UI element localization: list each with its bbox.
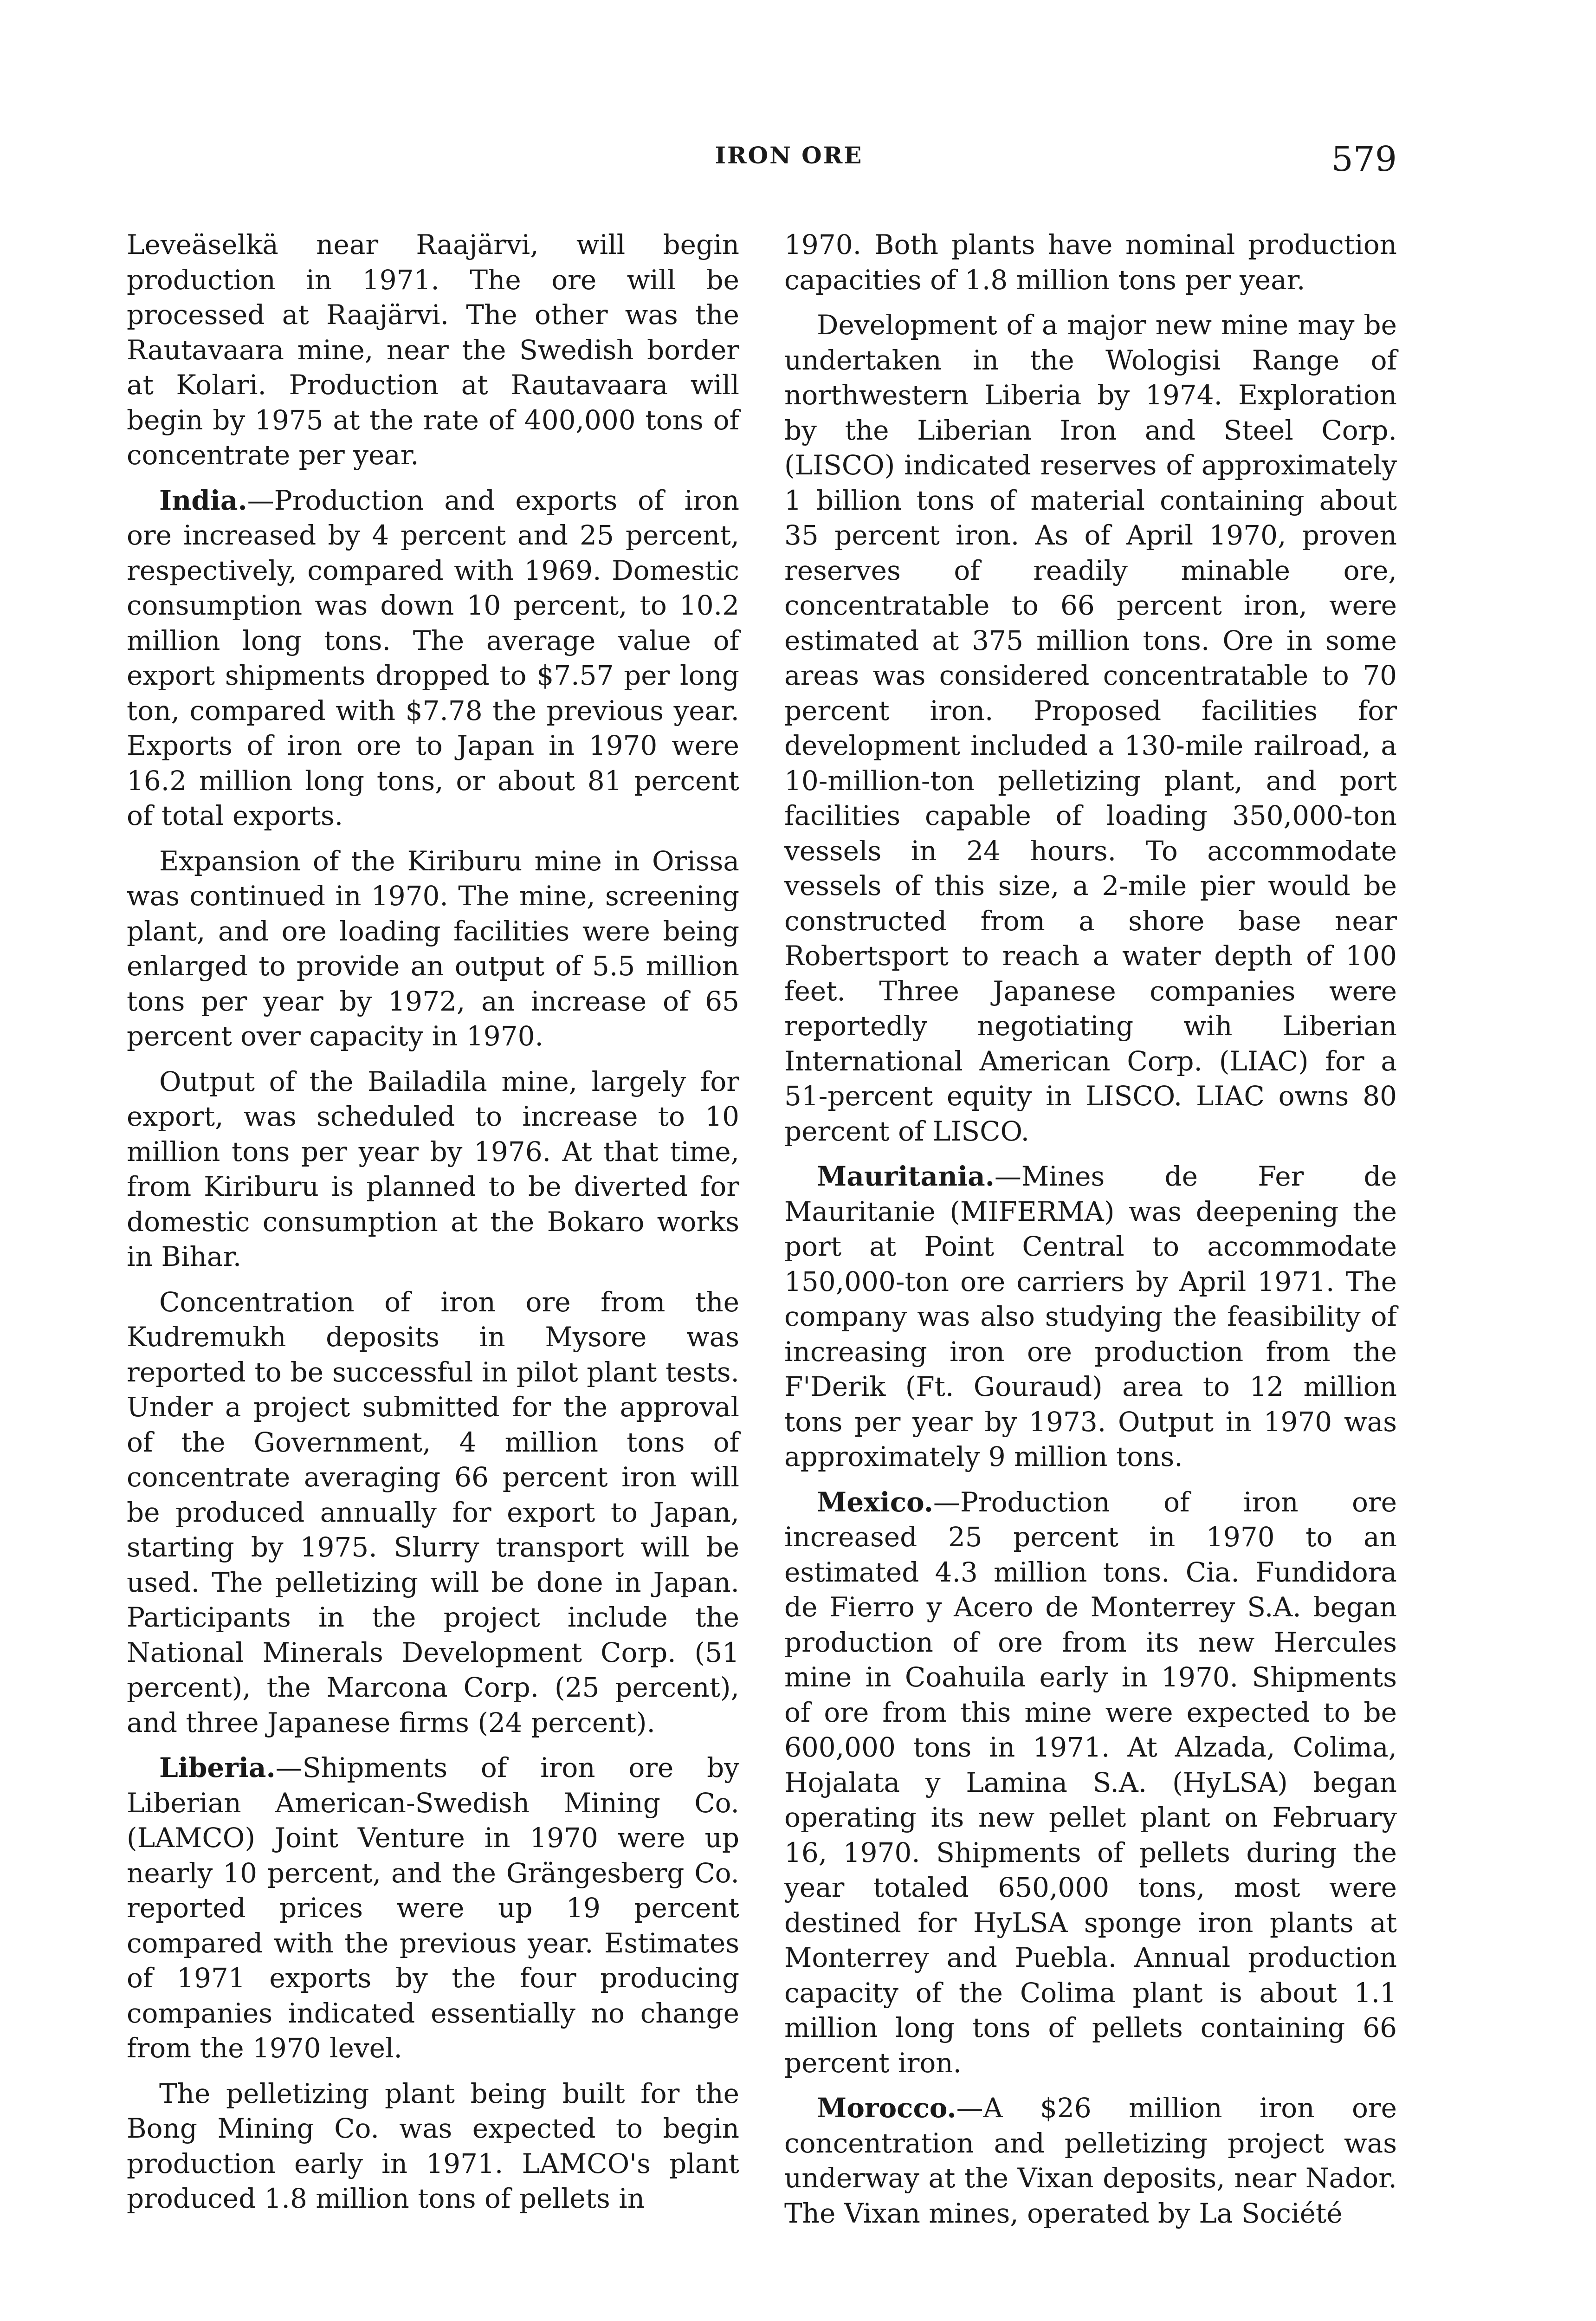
paragraph-mauritania — [784, 1159, 1397, 1475]
country-heading-liberia: Liberia. — [159, 1752, 276, 1783]
paragraph-mauritania-text: —Mines de Fer de Mauritanie (MIFERMA) was deepening the port at Point Central to accommodate 150,000-ton ore carriers by April 1971. The company was also studying the feasibility of increasing iron ore production from the F'Derik (Ft. Gouraud) area to 12 million tons per year by 1973. Output in 1970 was approximately 9 million tons. — [784, 1160, 1397, 1472]
paragraph-liberia — [127, 1750, 739, 2066]
paragraph-mexico — [784, 1485, 1397, 2081]
country-heading-india: India. — [159, 484, 247, 516]
paragraph-india — [127, 483, 739, 834]
page-number: 579 — [1331, 139, 1397, 179]
paragraph-kiriburu: Expansion of the Kiriburu mine in Orissa was continued in 1970. The mine, screening plant, and ore loading facilities were being enlarged to provide an output of 5.5 million tons per year by 1972, an increase of 65 percent over capacity in 1970. — [127, 845, 739, 1052]
paragraph-india-text: —Production and exports of iron ore increased by 4 percent and 25 percent, respectively, compared with 1969. Domestic consumption was down 10 percent, to 10.2 million long tons. The average value of export shipments dropped to $7.57 per long ton, compared with $7.78 the previous year. Exports of iron ore to Japan in 1970 were 16.2 million long tons, or about 81 percent of total exports. — [127, 484, 739, 831]
paragraph-liberia-text: —Shipments of iron ore by Liberian American-Swedish Mining Co. (LAMCO) Joint Venture in 1970 were up nearly 10 percent, and the Grängesberg Co. reported prices were up 19 percent compared with the previous year. Estimates of 1971 exports by the four producing companies indicated essentially no change from the 1970 level. — [127, 1752, 739, 2064]
running-head: IRON ORE — [715, 142, 863, 169]
paragraph-wologisi: Development of a major new mine may be undertaken in the Wologisi Range of northwestern Liberia by 1974. Exploration by the Liberian Iron and Steel Corp. (LISCO) indicated reserves of approximately 1 billion tons of material containing about 35 percent iron. As of April 1970, proven reserves of readily minable ore, concentratable to 66 percent iron, were estimated at 375 million tons. Ore in some areas was considered concentratable to 70 percent iron. Proposed facilities for development included a 130-mile railroad, a 10-million-ton pelletizing plant, and port facilities capable of loading 350,000-ton vessels in 24 hours. To accommodate vessels of this size, a 2-mile pier would be constructed from a shore base near Robertsport to reach a water depth of 100 feet. Three Japanese companies were reportedly negotiating wih Liberian International American Corp. (LIAC) for a 51-percent equity in LISCO. LIAC owns 80 percent of LISCO. — [784, 309, 1397, 1147]
paragraph-kudremukh: Concentration of iron ore from the Kudremukh deposits in Mysore was reported to be successful in pilot plant tests. Under a project submitted for the approval of the Government, 4 million tons of concentrate averaging 66 percent iron will be produced annually for export to Japan, starting by 1975. Slurry transport will be used. The pelletizing will be done in Japan. Participants in the project include the National Minerals Development Corp. (51 percent), the Marcona Corp. (25 percent), and three Japanese firms (24 percent). — [127, 1286, 739, 1738]
country-heading-morocco: Morocco. — [817, 2092, 956, 2124]
paragraph-finland-continued: Leveäselkä near Raajärvi, will begin production in 1971. The ore will be processed at Raajärvi. The other was the Rautavaara mine, near the Swedish border at Kolari. Production at Rautavaara will begin by 1975 at the rate of 400,000 tons of concentrate per year. — [127, 229, 739, 471]
left-column — [127, 227, 739, 2227]
paragraph-bailadila: Output of the Bailadila mine, largely for export, was scheduled to increase to 10 million tons per year by 1976. At that time, from Kiriburu is planned to be diverted for domestic consumption at the Bokaro works in Bihar. — [127, 1065, 739, 1272]
right-column — [784, 227, 1397, 2241]
paragraph-mexico-text: —Production of iron ore increased 25 percent in 1970 to an estimated 4.3 million tons. Cia. Fundidora de Fierro y Acero de Monterrey S.A. began production of ore from its new Hercules mine in Coahuila early in 1970. Shipments of ore from this mine were expected to be 600,000 tons in 1971. At Alzada, Colima, Hojalata y Lamina S.A. (HyLSA) began operating its new pellet plant on February 16, 1970. Shipments of pellets during the year totaled 650,000 tons, most were destined for HyLSA sponge iron plants at Monterrey and Puebla. Annual production capacity of the Colima plant is about 1.1 million long tons of pellets containing 66 percent iron. — [784, 1486, 1397, 2079]
country-heading-mauritania: Mauritania. — [817, 1160, 995, 1192]
country-heading-mexico: Mexico. — [817, 1486, 933, 1518]
paragraph-morocco-text: —A $26 million iron ore concentration and pelletizing project was underway at the Vixan deposits, near Nador. The Vixan mines, operated by La Société — [784, 2092, 1397, 2229]
paragraph-bong-mining: The pelletizing plant being built for the Bong Mining Co. was expected to begin production early in 1971. LAMCO's plant produced 1.8 million tons of pellets in — [127, 2077, 739, 2214]
paragraph-lamco-continued: 1970. Both plants have nominal production capacities of 1.8 million tons per year. — [784, 229, 1397, 296]
paragraph-morocco — [784, 2091, 1397, 2231]
